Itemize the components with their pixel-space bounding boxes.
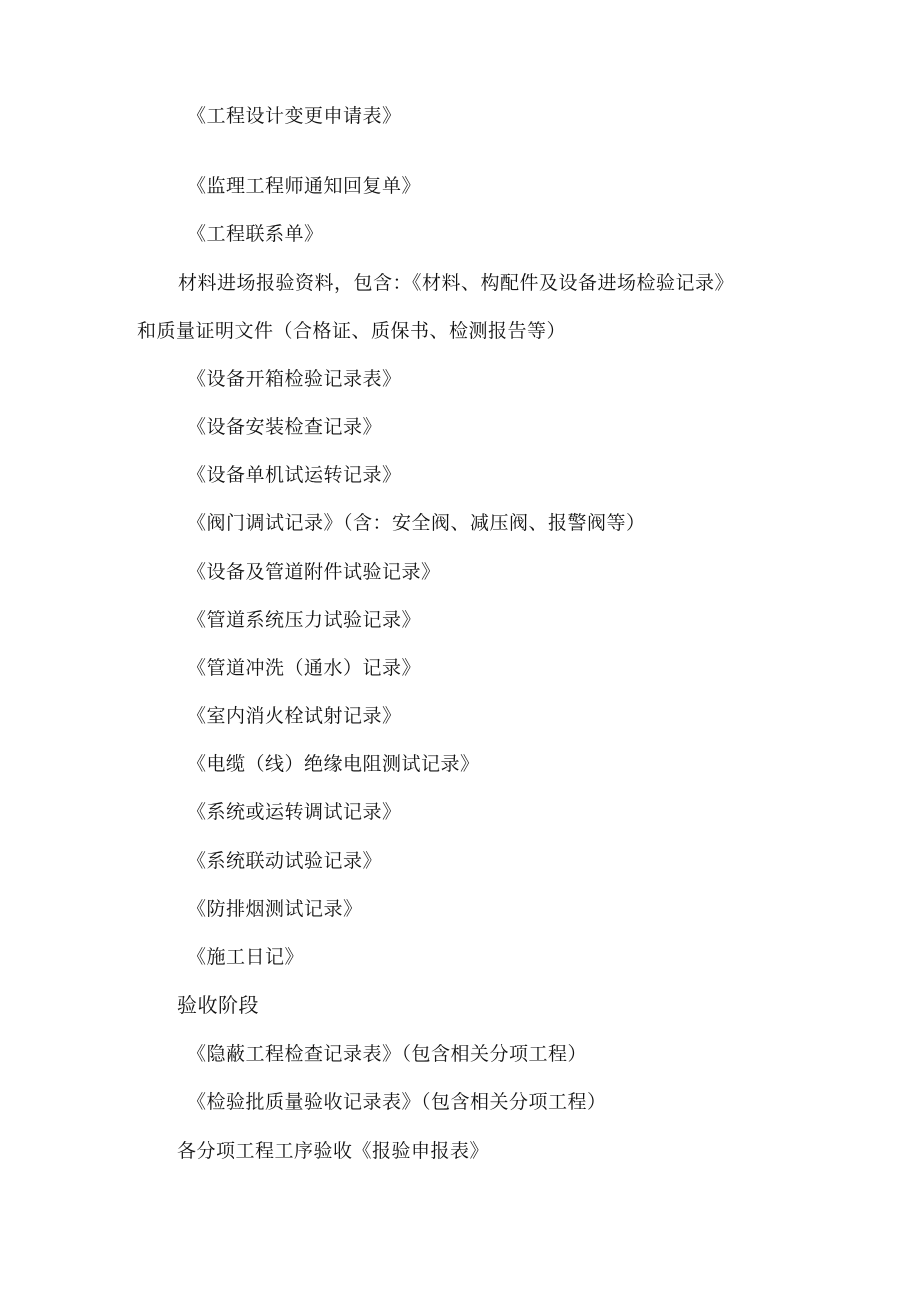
text-line: 材料进场报验资料，包含：《材料、构配件及设备进场检验记录》 (178, 272, 735, 294)
text-line: 和质量证明文件（合格证、质保书、检测报告等） (137, 320, 567, 342)
text-line: 《管道冲洗（通水）记录》 (187, 657, 422, 679)
text-line: 《电缆（线）绝缘电阻测试记录》 (187, 753, 480, 775)
text-line: 《阀门调试记录》（含：安全阀、减压阀、报警阀等） (187, 512, 646, 534)
text-line: 《监理工程师通知回复单》 (187, 175, 422, 197)
text-line: 《设备开箱检验记录表》 (187, 368, 402, 390)
text-line: 《施工日记》 (187, 946, 305, 968)
text-line: 各分项工程工序验收《报验申报表》 (177, 1140, 490, 1162)
section-heading: 验收阶段 (177, 993, 259, 1017)
text-line: 《系统联动试验记录》 (187, 850, 383, 872)
text-line: 《系统或运转调试记录》 (187, 801, 402, 823)
text-line: 《管道系统压力试验记录》 (187, 609, 422, 631)
text-line: 《工程联系单》 (187, 223, 324, 245)
text-line: 《设备安装检查记录》 (187, 416, 383, 438)
text-line: 《防排烟测试记录》 (187, 898, 363, 920)
text-line: 《设备单机试运转记录》 (187, 464, 402, 486)
text-line: 《室内消火栓试射记录》 (187, 705, 402, 727)
text-line: 《检验批质量验收记录表》（包含相关分项工程） (187, 1091, 607, 1113)
text-line: 《设备及管道附件试验记录》 (187, 561, 441, 583)
text-line: 《隐蔽工程检查记录表》（包含相关分项工程） (187, 1043, 588, 1065)
text-line: 《工程设计变更申请表》 (187, 105, 402, 127)
